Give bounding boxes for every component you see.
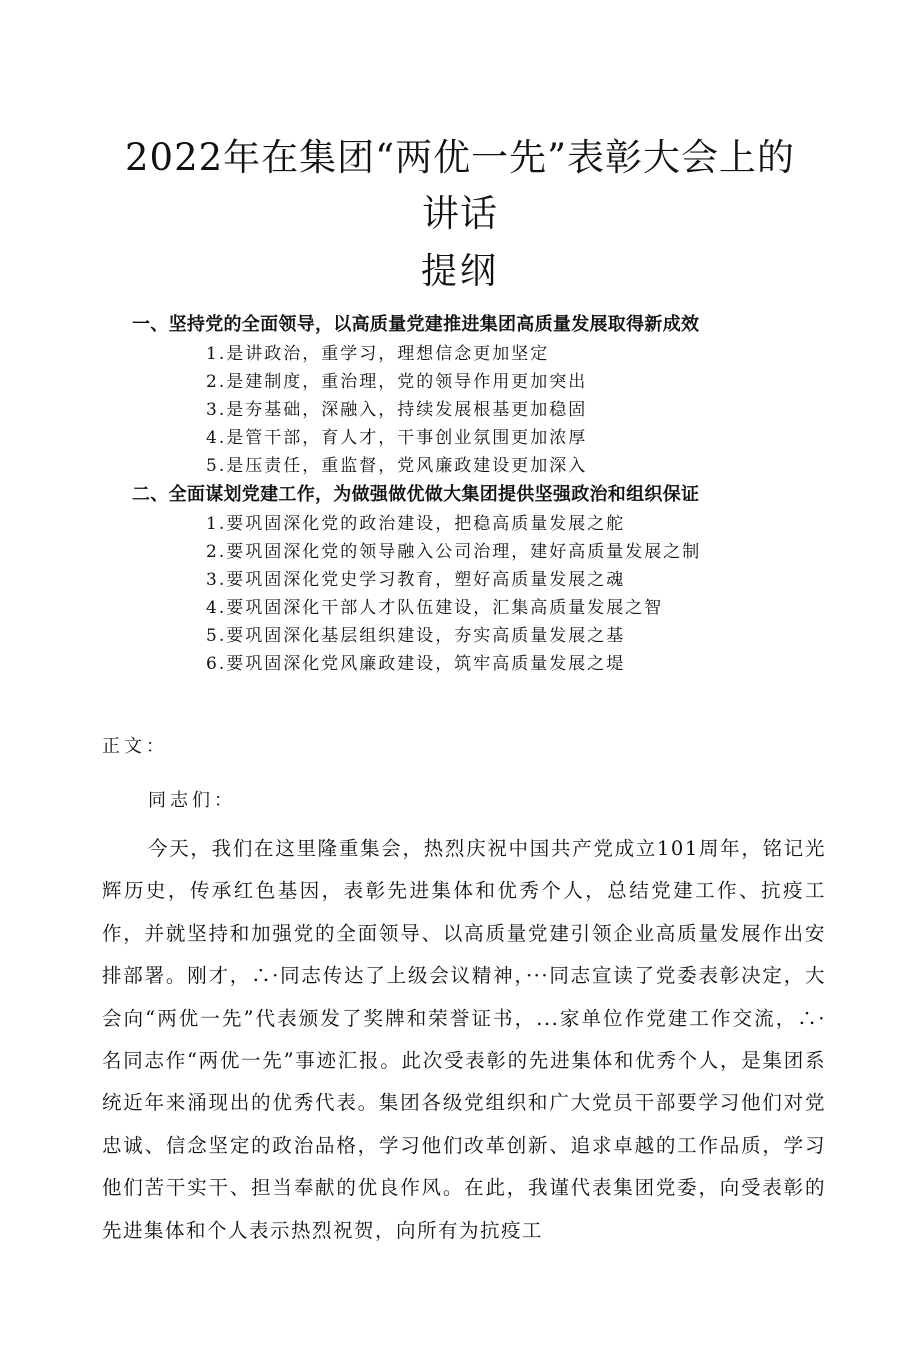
outline-item: 3.是夯基础，深融入，持续发展根基更加稳固 (206, 400, 588, 420)
outline-item: 5.要巩固深化基层组织建设，夯实高质量发展之基 (206, 626, 626, 646)
speech-paragraph: 今天，我们在这里隆重集会，热烈庆祝中国共产党成立101周年，铭记光辉历史，传承红色基因，表彰先进集体和优秀个人，总结党建工作、抗疫工作，并就坚持和加强党的全面领导、以高质量党建引领企业高质量发展作出安排部署。刚才，∴·同志传达了上级会议精神，···同志宣读了党委表彰决定，大会向“两优一先”代表颁发了奖牌和荣誉证书，...家单位作党建工作交流，∴·名同志作“两优一先”事迹汇报。此次受表彰的先进集体和优秀个人，是集团系统近年来涌现出的优秀代表。集团各级党组织和广大党员干部要学习他们对党忠诚、信念坚定的政治品格，学习他们改革创新、追求卓越的工作品质，学习他们苦干实干、担当奉献的优良作风。在此，我谨代表集团党委，向受表彰的先进集体和个人表示热烈祝贺，向所有为抗疫工 (102, 837, 826, 1242)
outline-item: 5.是压责任，重监督，党风廉政建设更加深入 (206, 456, 588, 476)
outline-item: 3.要巩固深化党史学习教育，塑好高质量发展之魂 (206, 570, 626, 590)
body-label: 正文： (102, 736, 168, 757)
title-line-1: 2022年在集团“两优一先”表彰大会上的 (125, 136, 795, 179)
outline-item: 2.要巩固深化党的领导融入公司治理，建好高质量发展之制 (206, 542, 702, 562)
title-line-2: 讲话 (422, 192, 498, 235)
outline-item: 1.要巩固深化党的政治建设，把稳高质量发展之舵 (206, 514, 626, 534)
salutation: 同志们： (148, 790, 236, 811)
outline-item: 4.是管干部，育人才，干事创业氛围更加浓厚 (206, 428, 588, 448)
subtitle-outline: 提纲 (420, 251, 499, 292)
outline-item: 2.是建制度，重治理，党的领导作用更加突出 (206, 372, 588, 392)
outline-item: 1.是讲政治，重学习，理想信念更加坚定 (206, 344, 550, 364)
outline-item: 4.要巩固深化干部人才队伍建设，汇集高质量发展之智 (206, 598, 664, 618)
outline-item: 6.要巩固深化党风廉政建设，筑牢高质量发展之堤 (206, 654, 626, 674)
outline-section-1-heading: 一、坚持党的全面领导，以高质量党建推进集团高质量发展取得新成效 (132, 314, 700, 335)
outline-section-2-heading: 二、全面谋划党建工作，为做强做优做大集团提供坚强政治和组织保证 (132, 484, 700, 505)
